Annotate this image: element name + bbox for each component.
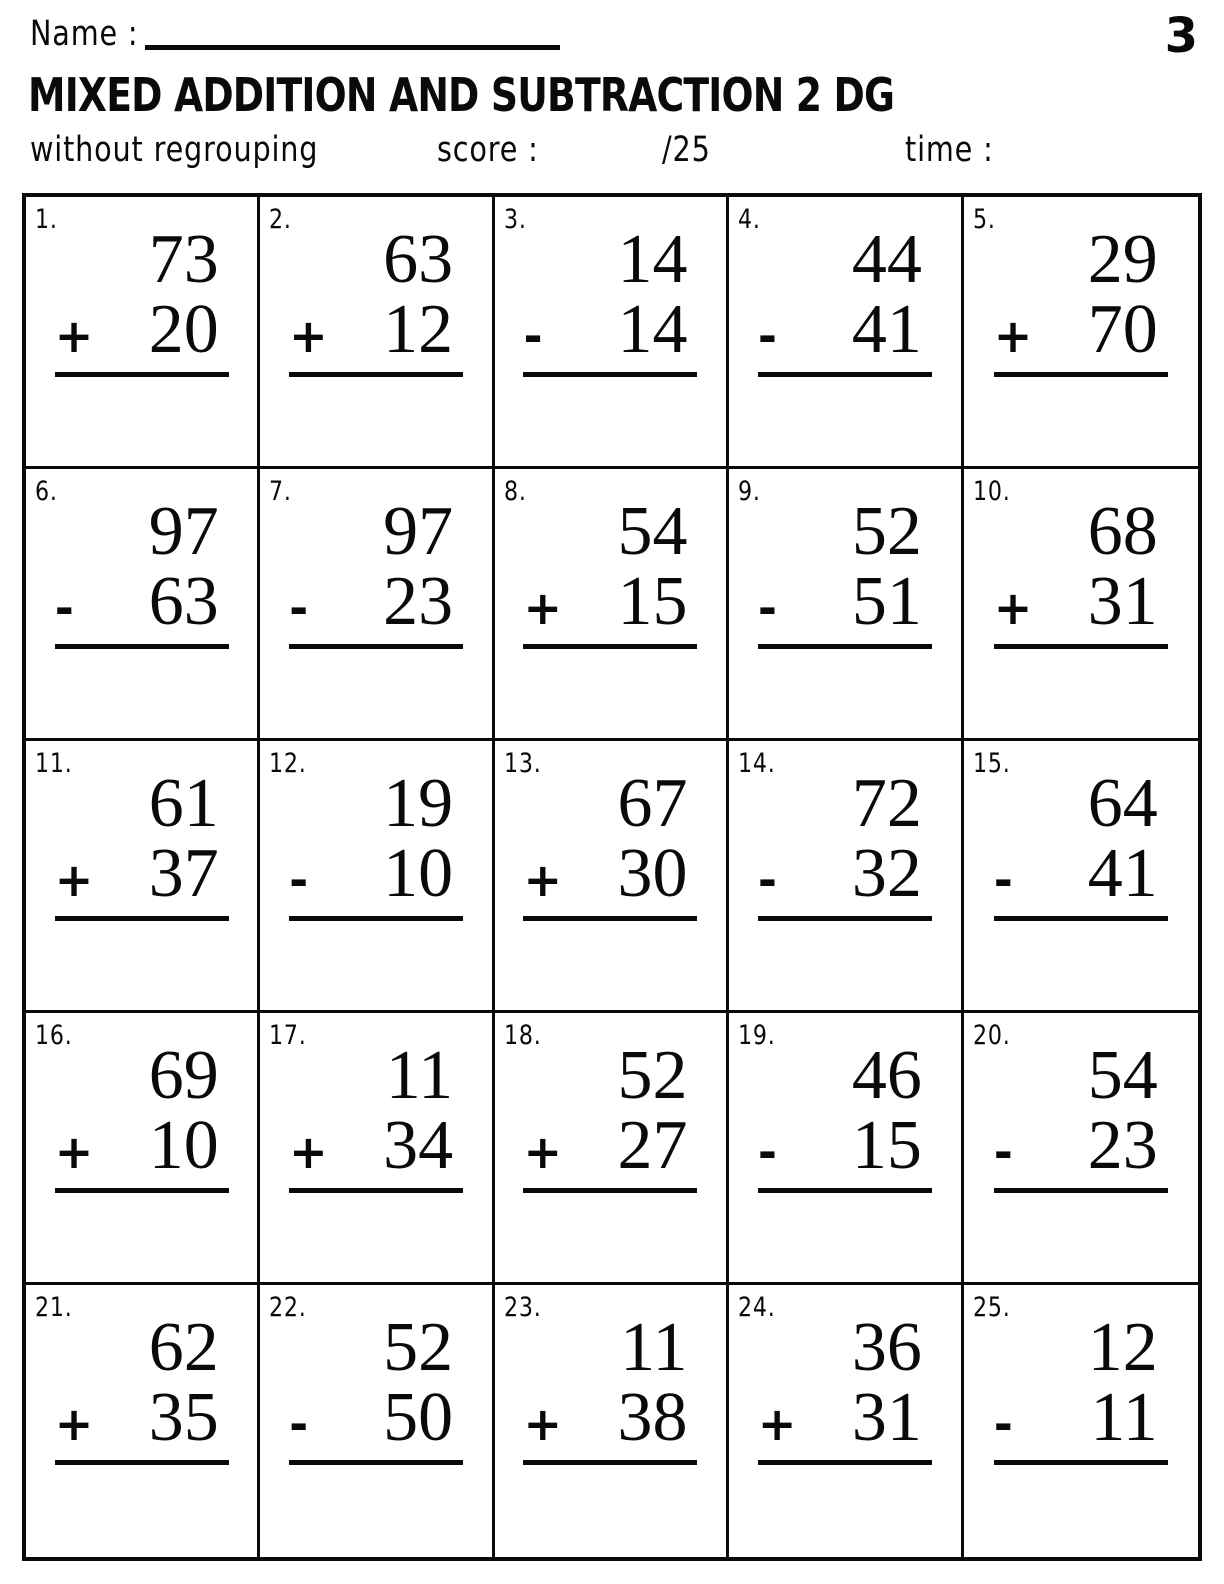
- problem-cell: [964, 1285, 1198, 1557]
- problem-expression: [523, 493, 697, 649]
- top-operand: 69: [148, 1037, 219, 1114]
- problem-cell: [495, 1013, 729, 1285]
- bottom-operand: 41: [1087, 835, 1158, 912]
- bottom-operand: 34: [383, 1107, 454, 1184]
- bottom-operand: 51: [851, 563, 922, 640]
- top-operand: 54: [617, 493, 688, 570]
- bottom-operand: 15: [617, 563, 688, 640]
- problem-cell: [964, 1013, 1198, 1285]
- bottom-operand: 38: [617, 1379, 688, 1456]
- top-operand: 64: [1087, 765, 1158, 842]
- operator: +: [993, 581, 1033, 635]
- problem-expression: [993, 221, 1168, 377]
- top-operand: 46: [851, 1037, 922, 1114]
- page-number: 3: [1164, 8, 1198, 64]
- bottom-operand: 23: [383, 563, 454, 640]
- answer-line[interactable]: [523, 372, 697, 377]
- problem-expression: [289, 765, 463, 921]
- problem-expression: [757, 1037, 932, 1193]
- bottom-operand: 63: [148, 563, 219, 640]
- problem-expression: [993, 1309, 1168, 1465]
- answer-line[interactable]: [55, 372, 229, 377]
- problem-number: 12.: [269, 748, 308, 779]
- answer-line[interactable]: [55, 644, 229, 649]
- problem-cell: [964, 469, 1198, 741]
- problem-number: 3.: [503, 204, 527, 235]
- top-operand: 72: [851, 765, 922, 842]
- bottom-operand: 32: [851, 835, 922, 912]
- score-value: /25: [662, 130, 711, 170]
- answer-line[interactable]: [523, 916, 697, 921]
- problem-number: 7.: [269, 476, 293, 507]
- time-label: time :: [905, 130, 994, 170]
- answer-line[interactable]: [758, 916, 932, 921]
- problem-number: 11.: [35, 748, 73, 779]
- top-operand: 29: [1087, 221, 1158, 298]
- answer-line[interactable]: [289, 916, 463, 921]
- top-operand: 61: [148, 765, 219, 842]
- top-operand: 11: [385, 1037, 454, 1114]
- problem-number: 9.: [738, 476, 761, 507]
- operator: -: [993, 853, 1013, 907]
- answer-line[interactable]: [758, 1188, 932, 1193]
- problem-expression: [523, 221, 697, 377]
- problem-cell: [964, 197, 1198, 469]
- answer-line[interactable]: [289, 1188, 463, 1193]
- problem-cell: [729, 1013, 963, 1285]
- problem-expression: [54, 493, 229, 649]
- bottom-operand: 31: [1087, 563, 1158, 640]
- problem-number: 23.: [503, 1292, 542, 1323]
- problem-cell: [729, 197, 963, 469]
- bottom-operand: 35: [148, 1379, 219, 1456]
- problem-expression: [993, 493, 1168, 649]
- problem-cell: [260, 1013, 494, 1285]
- operator: +: [523, 581, 563, 635]
- top-operand: 52: [383, 1309, 454, 1386]
- problem-number: 10.: [972, 476, 1011, 507]
- answer-line[interactable]: [289, 372, 463, 377]
- operator: +: [54, 309, 94, 363]
- problem-number: 19.: [738, 1020, 776, 1051]
- problem-number: 5.: [972, 204, 996, 235]
- problem-number: 21.: [35, 1292, 73, 1323]
- problem-expression: [54, 1037, 229, 1193]
- problem-number: 16.: [35, 1020, 73, 1051]
- top-operand: 14: [617, 221, 688, 298]
- name-blank-line[interactable]: [145, 10, 560, 50]
- bottom-operand: 30: [617, 835, 688, 912]
- answer-line[interactable]: [994, 1188, 1168, 1193]
- top-operand: 97: [148, 493, 219, 570]
- top-operand: 67: [617, 765, 688, 842]
- answer-line[interactable]: [523, 644, 697, 649]
- problem-cell: [495, 741, 729, 1013]
- problem-expression: [993, 765, 1168, 921]
- answer-line[interactable]: [55, 1460, 229, 1465]
- problem-cell: [260, 1285, 494, 1557]
- problem-cell: [260, 197, 494, 469]
- problem-expression: [757, 493, 932, 649]
- operator: -: [54, 581, 74, 635]
- problem-cell: [729, 741, 963, 1013]
- top-operand: 19: [383, 765, 454, 842]
- problem-cell: [26, 197, 260, 469]
- operator: +: [54, 1125, 94, 1179]
- operator: +: [523, 1125, 563, 1179]
- problems-grid: [22, 193, 1202, 1561]
- bottom-operand: 37: [148, 835, 219, 912]
- top-operand: 97: [383, 493, 454, 570]
- score-label: score :: [437, 130, 539, 170]
- problem-expression: [523, 765, 697, 921]
- problem-expression: [757, 221, 932, 377]
- operator: -: [757, 1125, 777, 1179]
- bottom-operand: 10: [148, 1107, 219, 1184]
- answer-line[interactable]: [55, 916, 229, 921]
- bottom-operand: 23: [1087, 1107, 1158, 1184]
- page-title: MIXED ADDITION AND SUBTRACTION 2 DG: [28, 68, 895, 122]
- operator: +: [54, 853, 94, 907]
- problem-cell: [495, 469, 729, 741]
- operator: +: [523, 1397, 563, 1451]
- operator: -: [757, 309, 777, 363]
- answer-line[interactable]: [523, 1188, 697, 1193]
- answer-line[interactable]: [994, 916, 1168, 921]
- problem-expression: [54, 1309, 229, 1465]
- problem-cell: [495, 197, 729, 469]
- problem-number: 6.: [35, 476, 58, 507]
- problem-number: 13.: [503, 748, 542, 779]
- bottom-operand: 31: [851, 1379, 922, 1456]
- problem-number: 15.: [972, 748, 1011, 779]
- problem-cell: [260, 469, 494, 741]
- problem-expression: [289, 1037, 463, 1193]
- problem-expression: [523, 1037, 697, 1193]
- top-operand: 36: [851, 1309, 922, 1386]
- top-operand: 62: [148, 1309, 219, 1386]
- operator: +: [757, 1397, 797, 1451]
- bottom-operand: 12: [383, 291, 454, 368]
- operator: -: [757, 581, 777, 635]
- answer-line[interactable]: [994, 372, 1168, 377]
- bottom-operand: 70: [1087, 291, 1158, 368]
- problem-number: 8.: [503, 476, 527, 507]
- problem-cell: [729, 469, 963, 741]
- operator: -: [289, 581, 309, 635]
- top-operand: 54: [1087, 1037, 1158, 1114]
- answer-line[interactable]: [289, 1460, 463, 1465]
- bottom-operand: 27: [617, 1107, 688, 1184]
- problem-cell: [260, 741, 494, 1013]
- bottom-operand: 14: [617, 291, 688, 368]
- problem-expression: [757, 765, 932, 921]
- problem-expression: [757, 1309, 932, 1465]
- answer-line[interactable]: [55, 1188, 229, 1193]
- top-operand: 52: [617, 1037, 688, 1114]
- problem-cell: [26, 741, 260, 1013]
- operator: +: [993, 309, 1033, 363]
- answer-line[interactable]: [758, 1460, 932, 1465]
- problem-number: 1.: [35, 204, 58, 235]
- problem-cell: [26, 1013, 260, 1285]
- operator: -: [289, 1397, 309, 1451]
- bottom-operand: 50: [383, 1379, 454, 1456]
- subtitle: without regrouping: [30, 130, 319, 170]
- bottom-operand: 11: [1090, 1379, 1158, 1456]
- problem-number: 20.: [972, 1020, 1011, 1051]
- answer-line[interactable]: [994, 1460, 1168, 1465]
- problem-expression: [523, 1309, 697, 1465]
- answer-line[interactable]: [758, 644, 932, 649]
- top-operand: 52: [851, 493, 922, 570]
- problem-number: 22.: [269, 1292, 308, 1323]
- problem-expression: [289, 221, 463, 377]
- problem-number: 25.: [972, 1292, 1011, 1323]
- top-operand: 11: [620, 1309, 688, 1386]
- problem-expression: [289, 493, 463, 649]
- top-operand: 12: [1087, 1309, 1158, 1386]
- operator: +: [54, 1397, 94, 1451]
- top-operand: 63: [383, 221, 454, 298]
- answer-line[interactable]: [994, 644, 1168, 649]
- problem-number: 17.: [269, 1020, 308, 1051]
- top-operand: 68: [1087, 493, 1158, 570]
- top-operand: 44: [851, 221, 922, 298]
- operator: -: [757, 853, 777, 907]
- problem-expression: [54, 221, 229, 377]
- name-label: Name :: [30, 14, 139, 54]
- answer-line[interactable]: [758, 372, 932, 377]
- problem-number: 24.: [738, 1292, 776, 1323]
- problem-expression: [289, 1309, 463, 1465]
- answer-line[interactable]: [289, 644, 463, 649]
- bottom-operand: 15: [851, 1107, 922, 1184]
- operator: -: [993, 1125, 1013, 1179]
- answer-line[interactable]: [523, 1460, 697, 1465]
- problem-cell: [26, 1285, 260, 1557]
- problem-cell: [495, 1285, 729, 1557]
- problem-number: 2.: [269, 204, 293, 235]
- bottom-operand: 10: [383, 835, 454, 912]
- operator: -: [993, 1397, 1013, 1451]
- problem-cell: [26, 469, 260, 741]
- operator: +: [523, 853, 563, 907]
- top-operand: 73: [148, 221, 219, 298]
- operator: -: [523, 309, 543, 363]
- problem-cell: [729, 1285, 963, 1557]
- problem-cell: [964, 741, 1198, 1013]
- bottom-operand: 20: [148, 291, 219, 368]
- operator: +: [289, 1125, 328, 1179]
- problem-number: 18.: [503, 1020, 542, 1051]
- operator: -: [289, 853, 309, 907]
- operator: +: [289, 309, 328, 363]
- meta-row: [0, 130, 1224, 178]
- bottom-operand: 41: [851, 291, 922, 368]
- problem-expression: [993, 1037, 1168, 1193]
- problem-expression: [54, 765, 229, 921]
- problem-number: 14.: [738, 748, 776, 779]
- problem-number: 4.: [738, 204, 761, 235]
